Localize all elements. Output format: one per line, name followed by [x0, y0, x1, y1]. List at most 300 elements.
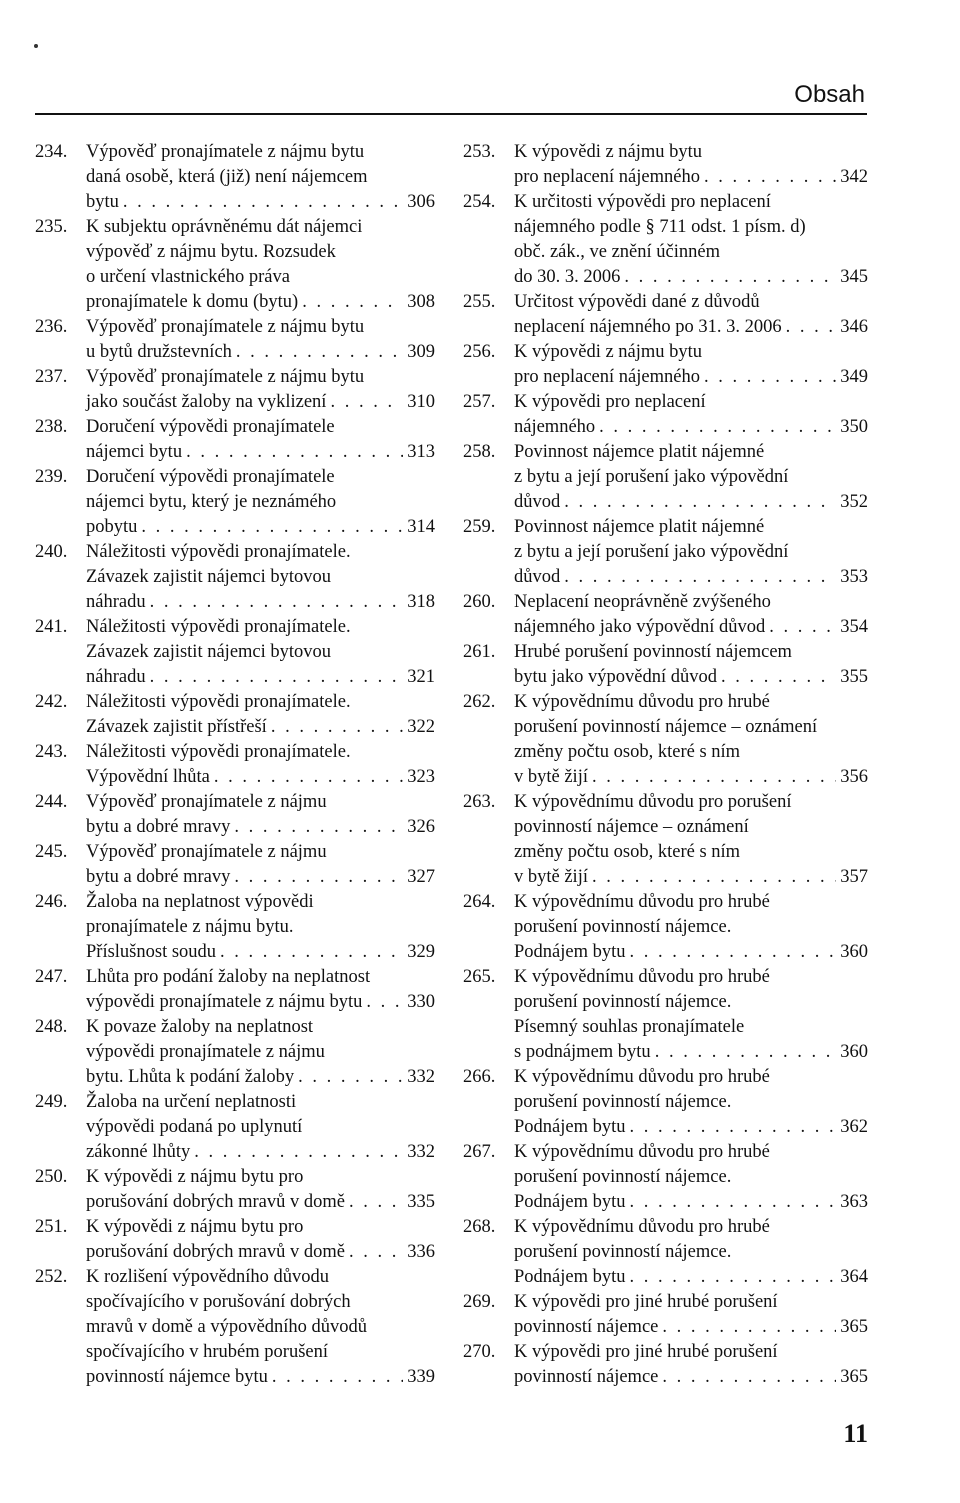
entry-title-line: K výpovědi z nájmu bytu pro: [86, 1217, 304, 1237]
entry-title-line: Neplacení neoprávněně zvýšeného: [514, 592, 771, 612]
entry-page-number: 313: [407, 442, 435, 462]
entry-title-line: neplacení nájemného po 31. 3. 2006: [514, 317, 782, 337]
entry-number: 256.: [463, 342, 496, 362]
entry-page-number: 350: [840, 417, 868, 437]
entry-last-line: [86, 390, 435, 415]
entry-title-line: s podnájmem bytu: [514, 1042, 651, 1062]
entry-last-line: [86, 290, 435, 315]
entry-title-line: Doručení výpovědi pronajímatele: [86, 417, 335, 437]
entry-last-line: [86, 715, 435, 740]
toc-column-right: [463, 140, 868, 1390]
dot-leader: [236, 340, 403, 365]
entry-title-line: bytu a dobré mravy: [86, 867, 231, 887]
dot-leader: [564, 565, 836, 590]
entry-page-number: 356: [840, 767, 868, 787]
entry-title: [514, 140, 868, 190]
entry-title-line: zákonné lhůty: [86, 1142, 191, 1162]
entry-title-line: K výpovědnímu důvodu pro hrubé: [514, 1217, 770, 1237]
dot-leader: [186, 440, 403, 465]
entry-title-line: nájemného podle § 711 odst. 1 písm. d): [514, 217, 806, 237]
entry-last-line: [86, 340, 435, 365]
entry-title-line: obč. zák., ve znění účinném: [514, 242, 720, 262]
entry-title: [514, 1340, 868, 1390]
entry-page-number: 357: [840, 867, 868, 887]
entry-title: [86, 1265, 435, 1390]
entry-last-line: [86, 765, 435, 790]
entry-page-number: 335: [407, 1192, 435, 1212]
entry-title-line: Žaloba na určení neplatnosti: [86, 1092, 297, 1112]
toc-entry: [463, 515, 868, 590]
entry-number: 255.: [463, 292, 496, 312]
entry-page-number: 349: [840, 367, 868, 387]
entry-title-line: nájemci bytu: [86, 442, 183, 462]
entry-title-line: výpovědi pronajímatele z nájmu bytu: [86, 992, 363, 1012]
entry-title-line: porušování dobrých mravů v domě: [86, 1192, 345, 1212]
toc-entry: [463, 1140, 868, 1215]
toc-entry: [463, 340, 868, 390]
entry-last-line: [514, 365, 868, 390]
entry-title-line: Žaloba na neplatnost výpovědi: [86, 892, 314, 912]
dot-leader: [271, 715, 403, 740]
entry-title-line: porušení povinností nájemce.: [514, 1242, 732, 1262]
entry-title: [514, 390, 868, 440]
entry-title: [86, 965, 435, 1015]
entry-number: 264.: [463, 892, 496, 912]
entry-title-line: pro neplacení nájemného: [514, 167, 700, 187]
entry-title: [86, 790, 435, 840]
entry-title: [514, 890, 868, 965]
toc-entry: [35, 1265, 435, 1390]
entry-title: [86, 465, 435, 540]
entry-page-number: 306: [407, 192, 435, 212]
entry-title: [86, 1215, 435, 1265]
entry-title: [514, 190, 868, 290]
dot-leader: [721, 665, 836, 690]
entry-title-line: Podnájem bytu: [514, 1267, 626, 1287]
entry-title: [86, 1015, 435, 1090]
entry-title-line: Výpověď pronajímatele z nájmu: [86, 792, 327, 812]
entry-title-line: o určení vlastnického práva: [86, 267, 290, 287]
dot-leader: [234, 815, 403, 840]
entry-last-line: [86, 440, 435, 465]
entry-title: [514, 790, 868, 890]
toc-entry: [35, 315, 435, 365]
entry-title: [514, 440, 868, 515]
toc-entry: [35, 690, 435, 740]
dot-leader: [630, 940, 837, 965]
entry-title-line: do 30. 3. 2006: [514, 267, 621, 287]
entry-page-number: 327: [407, 867, 435, 887]
entry-title-line: Náležitosti výpovědi pronajímatele.: [86, 617, 351, 637]
entry-title: [86, 540, 435, 615]
dot-leader: [630, 1265, 837, 1290]
toc-entry: [35, 890, 435, 965]
entry-number: 236.: [35, 317, 68, 337]
entry-page-number: 360: [840, 1042, 868, 1062]
toc-entry: [463, 1065, 868, 1140]
entry-title: [514, 1065, 868, 1140]
toc-entry: [463, 640, 868, 690]
entry-title: [86, 1090, 435, 1165]
toc-entry: [35, 965, 435, 1015]
entry-title-line: výpovědi podaná po uplynutí: [86, 1117, 303, 1137]
entry-page-number: 322: [407, 717, 435, 737]
entry-title-line: porušení povinností nájemce.: [514, 992, 732, 1012]
entry-title: [514, 1215, 868, 1290]
entry-title-line: Povinnost nájemce platit nájemné: [514, 442, 765, 462]
entry-page-number: 336: [407, 1242, 435, 1262]
dot-leader: [592, 765, 836, 790]
dot-leader: [141, 515, 403, 540]
entry-page-number: 342: [840, 167, 868, 187]
entry-title: [514, 1140, 868, 1215]
dot-leader: [630, 1190, 837, 1215]
entry-title-line: K výpovědi pro jiné hrubé porušení: [514, 1342, 778, 1362]
entry-title-line: K výpovědi pro neplacení: [514, 392, 706, 412]
entry-title-line: Výpověď pronajímatele z nájmu: [86, 842, 327, 862]
entry-last-line: [86, 1190, 435, 1215]
entry-title-line: povinností nájemce – oznámení: [514, 817, 749, 837]
entry-number: 252.: [35, 1267, 68, 1287]
entry-title: [86, 415, 435, 465]
entry-number: 268.: [463, 1217, 496, 1237]
entry-number: 248.: [35, 1017, 68, 1037]
dot-leader: [704, 165, 836, 190]
toc-entry: [35, 615, 435, 690]
entry-title-line: z bytu a její porušení jako výpovědní: [514, 467, 789, 487]
entry-title-line: Výpověď pronajímatele z nájmu bytu: [86, 317, 365, 337]
dot-leader: [655, 1040, 837, 1065]
entry-title: [86, 215, 435, 315]
entry-title: [514, 590, 868, 640]
entry-last-line: [514, 415, 868, 440]
entry-number: 242.: [35, 692, 68, 712]
dot-leader: [150, 590, 404, 615]
dot-leader: [662, 1365, 836, 1390]
entry-number: 235.: [35, 217, 68, 237]
entry-title-line: K rozlišení výpovědního důvodu: [86, 1267, 330, 1287]
entry-title-line: změny počtu osob, které s ním: [514, 742, 741, 762]
entry-number: 269.: [463, 1292, 496, 1312]
toc-entry: [35, 540, 435, 615]
entry-title-line: porušení povinností nájemce.: [514, 917, 732, 937]
entry-title-line: Povinnost nájemce platit nájemné: [514, 517, 765, 537]
entry-title-line: povinností nájemce: [514, 1367, 659, 1387]
entry-last-line: [86, 1365, 435, 1390]
entry-number: 243.: [35, 742, 68, 762]
toc-entry: [463, 390, 868, 440]
entry-title-line: z bytu a její porušení jako výpovědní: [514, 542, 789, 562]
entry-number: 238.: [35, 417, 68, 437]
toc-entry: [35, 1165, 435, 1215]
scan-mark: [34, 44, 38, 48]
entry-title-line: spočívajícího v hrubém porušení: [86, 1342, 328, 1362]
entry-number: 241.: [35, 617, 68, 637]
entry-title-line: daná osobě, která (již) není nájemcem: [86, 167, 368, 187]
entry-page-number: 365: [840, 1317, 868, 1337]
dot-leader: [150, 665, 404, 690]
entry-title-line: nájemného: [514, 417, 596, 437]
toc-entry: [35, 1090, 435, 1165]
entry-last-line: [514, 565, 868, 590]
toc-entry: [35, 1015, 435, 1090]
toc-entry: [463, 1290, 868, 1340]
entry-page-number: 364: [840, 1267, 868, 1287]
entry-title-line: Písemný souhlas pronajímatele: [514, 1017, 745, 1037]
dot-leader: [624, 265, 836, 290]
toc-entry: [35, 465, 435, 540]
entry-page-number: 352: [840, 492, 868, 512]
entry-title-line: náhradu: [86, 667, 146, 687]
dot-leader: [298, 1065, 403, 1090]
dot-leader: [366, 990, 403, 1015]
entry-title: [86, 890, 435, 965]
entry-page-number: 330: [407, 992, 435, 1012]
dot-leader: [349, 1190, 403, 1215]
entry-title-line: K výpovědi pro jiné hrubé porušení: [514, 1292, 778, 1312]
entry-page-number: 326: [407, 817, 435, 837]
entry-number: 265.: [463, 967, 496, 987]
entry-last-line: [514, 490, 868, 515]
entry-title-line: Náležitosti výpovědi pronajímatele.: [86, 742, 351, 762]
entry-title-line: pro neplacení nájemného: [514, 367, 700, 387]
entry-last-line: [86, 1140, 435, 1165]
entry-title-line: Příslušnost soudu: [86, 942, 217, 962]
entry-title-line: povinností nájemce: [514, 1317, 659, 1337]
entry-title-line: Podnájem bytu: [514, 1192, 626, 1212]
dot-leader: [272, 1365, 403, 1390]
entry-title: [514, 640, 868, 690]
entry-number: 237.: [35, 367, 68, 387]
entry-title: [514, 290, 868, 340]
dot-leader: [234, 865, 403, 890]
entry-last-line: [86, 940, 435, 965]
toc-entry: [463, 965, 868, 1065]
header-rule: [35, 113, 867, 115]
dot-leader: [704, 365, 836, 390]
entry-title-line: u bytů družstevních: [86, 342, 232, 362]
page-number: 11: [843, 1419, 868, 1448]
entry-number: 261.: [463, 642, 496, 662]
toc-entry: [463, 290, 868, 340]
toc-entry: [463, 1215, 868, 1290]
entry-title-line: Závazek zajistit přístřeší: [86, 717, 267, 737]
entry-number: 240.: [35, 542, 68, 562]
entry-title-line: K povaze žaloby na neplatnost: [86, 1017, 314, 1037]
entry-page-number: 346: [840, 317, 868, 337]
entry-last-line: [514, 1115, 868, 1140]
toc-entry: [35, 1215, 435, 1265]
entry-title-line: Náležitosti výpovědi pronajímatele.: [86, 692, 351, 712]
entry-page-number: 314: [407, 517, 435, 537]
entry-title-line: K výpovědnímu důvodu pro hrubé: [514, 692, 770, 712]
entry-title-line: bytu jako výpovědní důvod: [514, 667, 717, 687]
toc-entry: [463, 190, 868, 290]
entry-title: [514, 1290, 868, 1340]
dot-leader: [599, 415, 836, 440]
entry-title-line: výpovědi pronajímatele z nájmu: [86, 1042, 325, 1062]
entry-title-line: porušení povinností nájemce.: [514, 1092, 732, 1112]
entry-page-number: 355: [840, 667, 868, 687]
entry-page-number: 363: [840, 1192, 868, 1212]
entry-last-line: [86, 1065, 435, 1090]
entry-title-line: změny počtu osob, které s ním: [514, 842, 741, 862]
entry-last-line: [514, 940, 868, 965]
entry-page-number: 332: [407, 1067, 435, 1087]
entry-last-line: [514, 1190, 868, 1215]
dot-leader: [786, 315, 837, 340]
entry-page-number: 353: [840, 567, 868, 587]
dot-leader: [349, 1240, 403, 1265]
dot-leader: [194, 1140, 403, 1165]
entry-title-line: Doručení výpovědi pronajímatele: [86, 467, 335, 487]
entry-title-line: K výpovědnímu důvodu pro hrubé: [514, 1142, 770, 1162]
entry-page-number: 329: [407, 942, 435, 962]
toc-entry: [463, 790, 868, 890]
entry-title-line: K výpovědnímu důvodu pro hrubé: [514, 892, 770, 912]
toc-entry: [463, 140, 868, 190]
entry-last-line: [86, 990, 435, 1015]
entry-number: 249.: [35, 1092, 68, 1112]
entry-title-line: důvod: [514, 567, 561, 587]
entry-number: 246.: [35, 892, 68, 912]
entry-title: [86, 140, 435, 215]
entry-title-line: v bytě žijí: [514, 767, 588, 787]
entry-last-line: [514, 665, 868, 690]
entry-last-line: [514, 1265, 868, 1290]
entry-title-line: výpověď z nájmu bytu. Rozsudek: [86, 242, 336, 262]
toc-column-left: [35, 140, 435, 1390]
entry-title-line: spočívajícího v porušování dobrých: [86, 1292, 351, 1312]
toc-entry: [463, 590, 868, 640]
entry-number: 247.: [35, 967, 68, 987]
entry-title-line: K výpovědnímu důvodu pro hrubé: [514, 967, 770, 987]
entry-title-line: Podnájem bytu: [514, 1117, 626, 1137]
entry-title: [514, 690, 868, 790]
toc-entry: [463, 690, 868, 790]
entry-title-line: pronajímatele z nájmu bytu.: [86, 917, 294, 937]
entry-number: 263.: [463, 792, 496, 812]
entry-title-line: K výpovědi z nájmu bytu: [514, 142, 703, 162]
entry-page-number: 310: [407, 392, 435, 412]
entry-title-line: Závazek zajistit nájemci bytovou: [86, 567, 332, 587]
entry-title-line: nájemci bytu, který je neznámého: [86, 492, 337, 512]
entry-title-line: K subjektu oprávněnému dát nájemci: [86, 217, 363, 237]
entry-title-line: náhradu: [86, 592, 146, 612]
entry-last-line: [514, 765, 868, 790]
dot-leader: [220, 940, 403, 965]
entry-title-line: bytu a dobré mravy: [86, 817, 231, 837]
entry-page-number: 321: [407, 667, 435, 687]
entry-title: [86, 315, 435, 365]
entry-number: 267.: [463, 1142, 496, 1162]
entry-last-line: [514, 1040, 868, 1065]
entry-title: [514, 340, 868, 390]
entry-last-line: [514, 1315, 868, 1340]
entry-title-line: pobytu: [86, 517, 138, 537]
dot-leader: [214, 765, 403, 790]
entry-title-line: Lhůta pro podání žaloby na neplatnost: [86, 967, 371, 987]
entry-number: 257.: [463, 392, 496, 412]
entry-title-line: nájemného jako výpovědní důvod: [514, 617, 766, 637]
entry-last-line: [514, 265, 868, 290]
entry-title-line: Hrubé porušení povinností nájemcem: [514, 642, 792, 662]
toc-entry: [35, 840, 435, 890]
entry-last-line: [514, 315, 868, 340]
entry-title-line: K výpovědi z nájmu bytu pro: [86, 1167, 304, 1187]
dot-leader: [564, 490, 836, 515]
dot-leader: [330, 390, 403, 415]
entry-title: [86, 840, 435, 890]
entry-number: 262.: [463, 692, 496, 712]
entry-number: 270.: [463, 1342, 496, 1362]
entry-title-line: K určitosti výpovědi pro neplacení: [514, 192, 771, 212]
entry-title: [86, 1165, 435, 1215]
entry-number: 245.: [35, 842, 68, 862]
toc-entry: [35, 790, 435, 840]
entry-last-line: [514, 615, 868, 640]
entry-page-number: 308: [407, 292, 435, 312]
dot-leader: [123, 190, 403, 215]
entry-number: 266.: [463, 1067, 496, 1087]
entry-title-line: K výpovědnímu důvodu pro porušení: [514, 792, 792, 812]
entry-page-number: 309: [407, 342, 435, 362]
entry-page-number: 362: [840, 1117, 868, 1137]
entry-number: 244.: [35, 792, 68, 812]
entry-title-line: pronajímatele k domu (bytu): [86, 292, 299, 312]
entry-number: 254.: [463, 192, 496, 212]
entry-last-line: [86, 190, 435, 215]
entry-last-line: [514, 1365, 868, 1390]
entry-title-line: Závazek zajistit nájemci bytovou: [86, 642, 332, 662]
entry-last-line: [86, 515, 435, 540]
entry-number: 258.: [463, 442, 496, 462]
entry-title-line: porušování dobrých mravů v domě: [86, 1242, 345, 1262]
entry-page-number: 360: [840, 942, 868, 962]
entry-last-line: [86, 1240, 435, 1265]
entry-title-line: Podnájem bytu: [514, 942, 626, 962]
entry-last-line: [86, 665, 435, 690]
entry-title-line: porušení povinností nájemce.: [514, 1167, 732, 1187]
entry-number: 234.: [35, 142, 68, 162]
dot-leader: [592, 865, 836, 890]
entry-number: 260.: [463, 592, 496, 612]
entry-page-number: 323: [407, 767, 435, 787]
toc-entry: [35, 415, 435, 465]
entry-last-line: [86, 590, 435, 615]
entry-title: [86, 365, 435, 415]
entry-title-line: Výpověď pronajímatele z nájmu bytu: [86, 142, 365, 162]
entry-number: 250.: [35, 1167, 68, 1187]
entry-title-line: K výpovědi z nájmu bytu: [514, 342, 703, 362]
entry-title-line: povinností nájemce bytu: [86, 1367, 268, 1387]
entry-last-line: [514, 165, 868, 190]
toc-entry: [35, 365, 435, 415]
entry-title-line: Výpověď pronajímatele z nájmu bytu: [86, 367, 365, 387]
entry-title-line: důvod: [514, 492, 561, 512]
dot-leader: [302, 290, 403, 315]
toc-entry: [35, 215, 435, 315]
entry-title: [514, 965, 868, 1065]
entry-title-line: Určitost výpovědi dané z důvodů: [514, 292, 760, 312]
entry-title-line: bytu: [86, 192, 119, 212]
entry-title: [86, 740, 435, 790]
entry-page-number: 318: [407, 592, 435, 612]
toc-entry: [35, 740, 435, 790]
entry-number: 259.: [463, 517, 496, 537]
toc-entry: [35, 140, 435, 215]
entry-title-line: Náležitosti výpovědi pronajímatele.: [86, 542, 351, 562]
